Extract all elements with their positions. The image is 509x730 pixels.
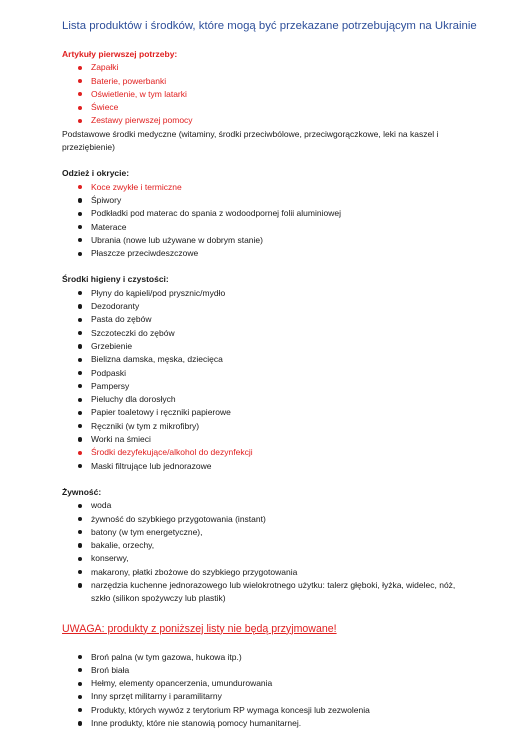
list-item: bakalie, orzechy, [62,539,469,552]
warning-heading: UWAGA: produkty z poniższej listy nie będą przyjmowane! [62,622,337,635]
list-item: makarony, płatki zbożowe do szybkiego przygotowania [62,566,469,579]
section-hygiene [62,273,469,472]
section-food [62,486,469,606]
section-prohibited [62,651,469,730]
list-item: Pieluchy dla dorosłych [62,393,469,406]
list-item: batony (w tym energetyczne), [62,526,469,539]
list-item: Zestawy pierwszej pomocy [62,114,469,127]
list-item: Koce zwykłe i termiczne [62,181,469,194]
section-heading: Odzież i okrycie: [62,168,130,179]
list-item: Ubrania (nowe lub używane w dobrym stanie) [62,234,469,247]
section-heading: Żywność: [62,486,102,497]
list-item: Baterie, powerbanki [62,75,469,88]
list-item: Śpiwory [62,194,469,207]
section-heading: Artykuły pierwszej potrzeby: [62,49,178,59]
list-item: Bielizna damska, męska, dziecięca [62,353,469,366]
section-first-aid [62,48,469,154]
list-item: Oświetlenie, w tym latarki [62,88,469,101]
list-item: Maski filtrujące lub jednorazowe [62,460,469,473]
list-item: Zapałki [62,61,469,74]
document-title: Lista produktów i środków, które mogą być przekazane potrzebującym na Ukrainie [62,20,477,32]
list-item: Produkty, których wywóz z terytorium RP wymaga koncesji lub zezwolenia [62,704,469,717]
item-list [62,61,469,127]
section-heading: Środki higieny i czystości: [62,274,169,285]
item-list [62,651,469,730]
list-item: Broń biała [62,664,469,677]
section-note: Podstawowe środki medyczne (witaminy, środki przeciwbólowe, przeciwgorączkowe, leki na kaszel i przeziębienie) [62,128,439,153]
list-item: żywność do szybkiego przygotowania (instant) [62,513,469,526]
list-item: narzędzia kuchenne jednorazowego lub wielokrotnego użytku: talerz głęboki, łyżka, widelec, nóż, szkło (silikon spożywczy lub plastik) [62,579,469,606]
list-item: Worki na śmieci [62,433,469,446]
list-item: Pampersy [62,380,469,393]
item-list [62,287,469,473]
list-item: Papier toaletowy i ręczniki papierowe [62,406,469,419]
list-item: Ręczniki (w tym z mikrofibry) [62,420,469,433]
list-item: Hełmy, elementy opancerzenia, umundurowania [62,677,469,690]
list-item: woda [62,499,469,512]
list-item: Pasta do zębów [62,313,469,326]
list-item: Inne produkty, które nie stanowią pomocy humanitarnej. [62,717,469,730]
list-item: Dezodoranty [62,300,469,313]
list-item: konserwy, [62,552,469,565]
list-item: Środki dezyfekujące/alkohol do dezynfekcji [62,446,469,459]
list-item: Szczoteczki do zębów [62,327,469,340]
list-item: Świece [62,101,469,114]
list-item: Płaszcze przeciwdeszczowe [62,247,469,260]
item-list [62,499,469,605]
list-item: Broń palna (w tym gazowa, hukowa itp.) [62,651,469,664]
section-clothing [62,167,469,260]
list-item: Płyny do kąpieli/pod prysznic/mydło [62,287,469,300]
list-item: Inny sprzęt militarny i paramilitarny [62,690,469,703]
list-item: Materace [62,221,469,234]
list-item: Grzebienie [62,340,469,353]
item-list [62,181,469,261]
list-item: Podkładki pod materac do spania z wodoodpornej folii aluminiowej [62,207,469,220]
list-item: Podpaski [62,367,469,380]
